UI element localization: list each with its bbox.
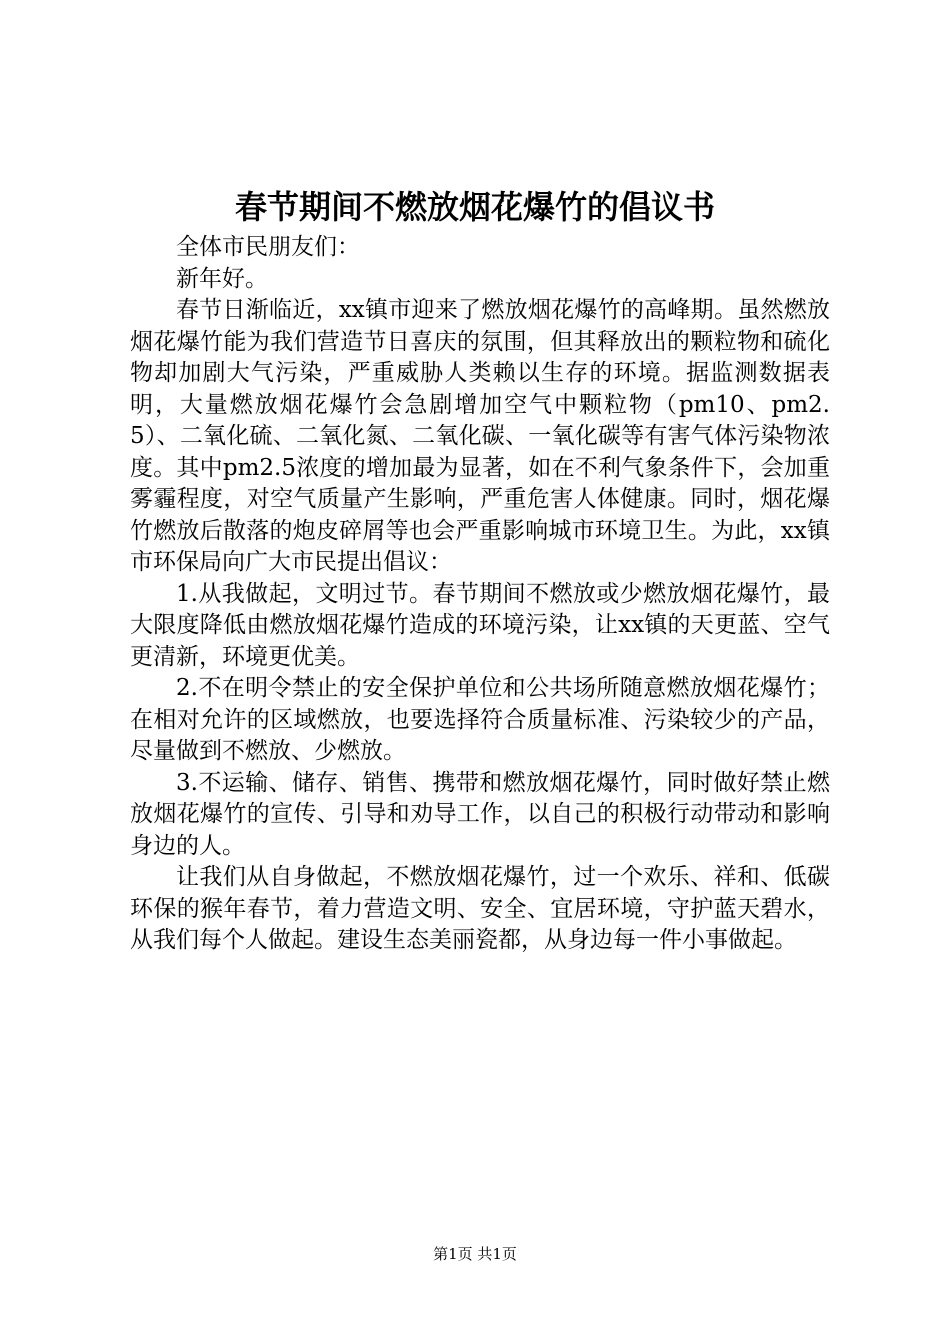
document-body (130, 232, 830, 957)
document-title: 春节期间不燃放烟花爆竹的倡议书 (234, 188, 715, 226)
proposal-item-1: 1.从我做起，文明过节。春节期间不燃放或少燃放烟花爆竹，最大限度降低由燃放烟花爆竹造成的环境污染，让xx镇的天更蓝、空气更清新，环境更优美。 (130, 580, 830, 670)
proposal-item-2: 2.不在明令禁止的安全保护单位和公共场所随意燃放烟花爆竹；在相对允许的区域燃放，也要选择符合质量标准、污染较少的产品，尽量做到不燃放、少燃放。 (130, 675, 830, 764)
proposal-item-3: 3.不运输、储存、销售、携带和燃放烟花爆竹，同时做好禁止燃放烟花爆竹的宣传、引导和劝导工作，以自己的积极行动带动和影响身边的人。 (130, 769, 830, 859)
intro-paragraph: 春节日渐临近，xx镇市迎来了燃放烟花爆竹的高峰期。虽然燃放烟花爆竹能为我们营造节日喜庆的氛围，但其释放出的颗粒物和硫化物却加剧大气污染，严重威胁人类赖以生存的环境。据监测数据表明，大量燃放烟花爆竹会急剧增加空气中颗粒物（pm10、pm2.5）、二氧化硫、二氧化氮、二氧化碳、一氧化碳等有害气体污染物浓度。其中pm2.5浓度的增加最为显著，如在不利气象条件下，会加重雾霾程度，对空气质量产生影响，严重危害人体健康。同时，烟花爆竹燃放后散落的炮皮碎屑等也会严重影响城市环境卫生。为此，xx镇市环保局向广大市民提出倡议： (130, 297, 830, 575)
page-footer: 第1页 共1页 (433, 1245, 517, 1263)
closing-paragraph: 让我们从自身做起，不燃放烟花爆竹，过一个欢乐、祥和、低碳环保的猴年春节，着力营造文明、安全、宜居环境，守护蓝天碧水，从我们每个人做起。建设生态美丽瓷都，从身边每一件小事做起。 (130, 864, 830, 953)
new-year-paragraph: 新年好。 (176, 265, 268, 292)
greeting-paragraph: 全体市民朋友们： (176, 234, 360, 260)
